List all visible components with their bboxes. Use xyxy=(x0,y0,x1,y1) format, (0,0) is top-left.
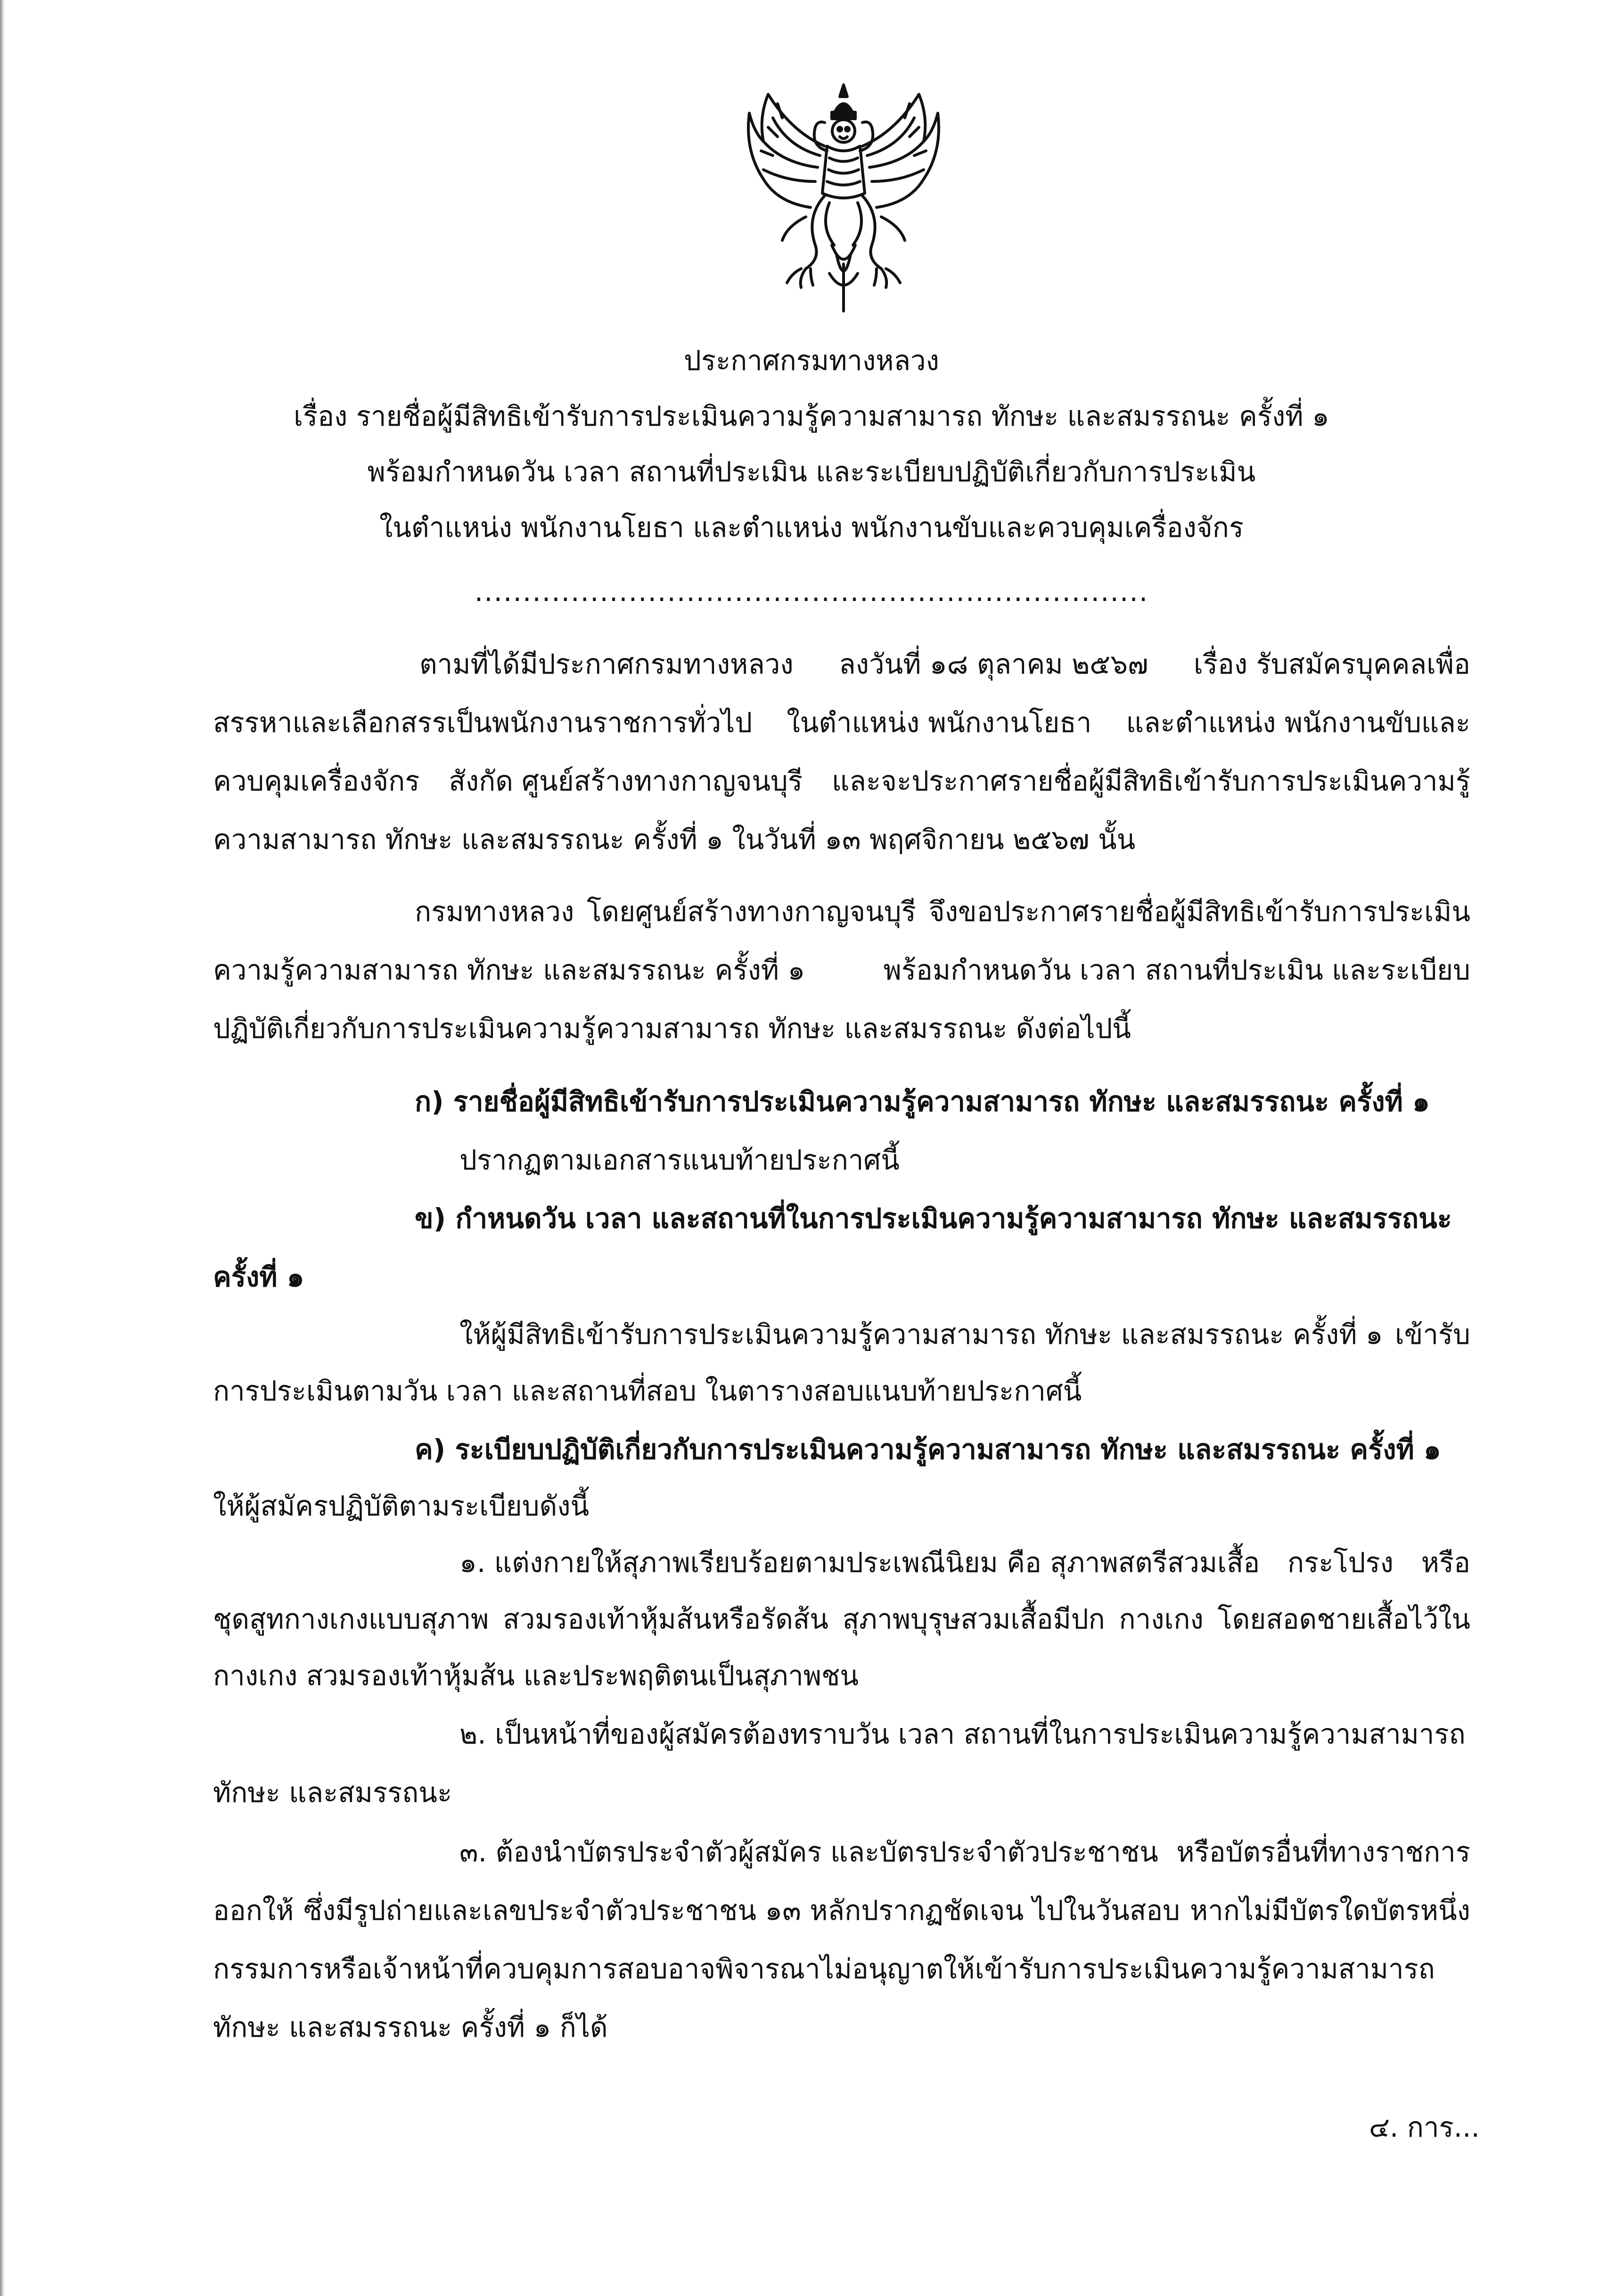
text-span: ให้ผู้มีสิทธิเข้ารับการประเมินความรู้ความสามารถ ทักษะ และสมรรถนะ ครั้งที่ ๑ xyxy=(459,1318,1383,1350)
item3-line-1 xyxy=(459,1833,1470,1871)
text-span: และตำแหน่ง พนักงานขับและ xyxy=(1126,707,1470,739)
item1-line-2 xyxy=(213,1600,1470,1638)
text-span: จึงขอประกาศรายชื่อผู้มีสิทธิเข้ารับการประเมิน xyxy=(928,896,1470,928)
section-b-heading-cont: ครั้งที่ ๑ xyxy=(213,1261,304,1293)
agency-title: ประกาศกรมทางหลวง xyxy=(684,345,939,377)
text-span: ตามที่ได้มีประกาศกรมทางหลวง xyxy=(419,648,794,680)
text-span: โดยศูนย์สร้างทางกาญจนบุรี xyxy=(587,896,916,928)
separator-line: ...................................................................... xyxy=(474,576,1149,608)
para2-line-2 xyxy=(213,951,1470,989)
text-span: ๑. แต่งกายให้สุภาพเรียบร้อยตามประเพณีนิยม คือ สุภาพสตรีสวมเสื้อ xyxy=(459,1547,1260,1579)
continuation-marker: ๔. การ... xyxy=(1369,2111,1480,2143)
text-span: พร้อมกำหนดวัน เวลา สถานที่ประเมิน และระเบียบ xyxy=(883,954,1470,986)
section-c-heading-cont: ให้ผู้สมัครปฏิบัติตามระเบียบดังนี้ xyxy=(213,1490,590,1522)
text-span: ในตำแหน่ง พนักงานโยธา xyxy=(787,707,1092,739)
text-span: หรือบัตรอื่นที่ทางราชการ xyxy=(1176,1836,1470,1868)
item1-line-1 xyxy=(459,1544,1470,1581)
text-span: สวมรองเท้าหุ้มส้นหรือรัดส้น xyxy=(503,1603,828,1635)
item3-line-2 xyxy=(213,1892,1470,1929)
item3-line-4: ทักษะ และสมรรถนะ ครั้งที่ ๑ ก็ได้ xyxy=(213,2011,608,2043)
para2-line-3: ปฏิบัติเกี่ยวกับการประเมินความรู้ความสามารถ ทักษะ และสมรรถนะ ดังต่อไปนี้ xyxy=(213,1012,1131,1045)
text-span: ควบคุมเครื่องจักร xyxy=(213,765,420,797)
para1-line-2 xyxy=(213,704,1470,741)
text-span: เรื่อง รับสมัครบุคคลเพื่อ xyxy=(1194,648,1470,680)
para1-line-1 xyxy=(419,645,1470,683)
para1-line-3 xyxy=(213,762,1470,800)
section-a-heading: ก) รายชื่อผู้มีสิทธิเข้ารับการประเมินความรู้ความสามารถ ทักษะ และสมรรถนะ ครั้งที่ ๑ xyxy=(415,1086,1430,1118)
text-span: ออกให้ xyxy=(213,1894,294,1926)
text-span: สุภาพบุรุษสวมเสื้อมีปก xyxy=(842,1603,1105,1635)
item2-line-2: ทักษะ และสมรรถนะ xyxy=(213,1777,452,1809)
item2-line-1 xyxy=(459,1715,1470,1753)
text-span: โดยสอดชายเสื้อไว้ใน xyxy=(1217,1603,1470,1635)
item1-line-3: กางเกง สวมรองเท้าหุ้มส้น และประพฤติตนเป็นสุภาพชน xyxy=(213,1660,859,1692)
text-span: ๒. เป็นหน้าที่ของผู้สมัครต้องทราบวัน เวลา สถานที่ในการประเมินความรู้ความสามารถ xyxy=(459,1718,1466,1750)
text-span: หากไม่มีบัตรใดบัตรหนึ่ง xyxy=(1189,1894,1470,1926)
text-span: กรมทางหลวง xyxy=(415,896,574,928)
text-span: สังกัด ศูนย์สร้างทางกาญจนบุรี xyxy=(449,765,803,797)
text-span: หรือ xyxy=(1421,1547,1470,1579)
text-span: ชุดสูทกางเกงแบบสุภาพ xyxy=(213,1603,489,1635)
text-span: และจะประกาศรายชื่อผู้มีสิทธิเข้ารับการประเมินความรู้ xyxy=(831,765,1470,797)
section-b-body-line-2: การประเมินตามวัน เวลา และสถานที่สอบ ในตารางสอบแนบท้ายประกาศนี้ xyxy=(213,1375,1082,1407)
section-b-body-line-1 xyxy=(459,1316,1470,1353)
para1-line-4: ความสามารถ ทักษะ และสมรรถนะ ครั้งที่ ๑ ในวันที่ ๑๓ พฤศจิกายน ๒๕๖๗ นั้น xyxy=(213,823,1136,856)
text-span: กระโปรง xyxy=(1287,1547,1393,1579)
section-c-heading: ค) ระเบียบปฏิบัติเกี่ยวกับการประเมินความรู้ความสามารถ ทักษะ และสมรรถนะ ครั้งที่ ๑ xyxy=(415,1433,1441,1465)
text-span: กางเกง xyxy=(1119,1603,1204,1635)
item3-line-3 xyxy=(213,1950,1470,1988)
text-span: ซึ่งมีรูปถ่ายและเลขประจำตัวประชาชน ๑๓ หลักปรากฏชัดเจน ไปในวันสอบ xyxy=(303,1894,1180,1926)
garuda-emblem-icon xyxy=(735,75,952,321)
text-span: กรรมการหรือเจ้าหน้าที่ควบคุมการสอบอาจพิจารณาไม่อนุญาตให้เข้ารับการประเมินความรู้ความสามารถ xyxy=(213,1953,1435,1985)
subject-line-2: พร้อมกำหนดวัน เวลา สถานที่ประเมิน และระเบียบปฏิบัติเกี่ยวกับการประเมิน xyxy=(367,456,1256,488)
para2-line-1 xyxy=(415,893,1470,930)
subject-line-1: เรื่อง รายชื่อผู้มีสิทธิเข้ารับการประเมินความรู้ความสามารถ ทักษะ และสมรรถนะ ครั้งที่ ๑ xyxy=(294,400,1329,432)
section-b-heading: ข) กำหนดวัน เวลา และสถานที่ในการประเมินความรู้ความสามารถ ทักษะ และสมรรถนะ xyxy=(415,1202,1452,1234)
text-span: สรรหาและเลือกสรรเป็นพนักงานราชการทั่วไป xyxy=(213,707,753,739)
section-a-body: ปรากฏตามเอกสารแนบท้ายประกาศนี้ xyxy=(459,1144,900,1176)
subject-line-3: ในตำแหน่ง พนักงานโยธา และตำแหน่ง พนักงานขับและควบคุมเครื่องจักร xyxy=(379,511,1244,543)
text-span: เข้ารับ xyxy=(1394,1318,1470,1350)
text-span: ลงวันที่ ๑๘ ตุลาคม ๒๕๖๗ xyxy=(839,648,1148,680)
text-span: ๓. ต้องนำบัตรประจำตัวผู้สมัคร และบัตรประจำตัวประชาชน xyxy=(459,1836,1158,1868)
text-span: ความรู้ความสามารถ ทักษะ และสมรรถนะ ครั้งที่ ๑ xyxy=(213,954,805,986)
